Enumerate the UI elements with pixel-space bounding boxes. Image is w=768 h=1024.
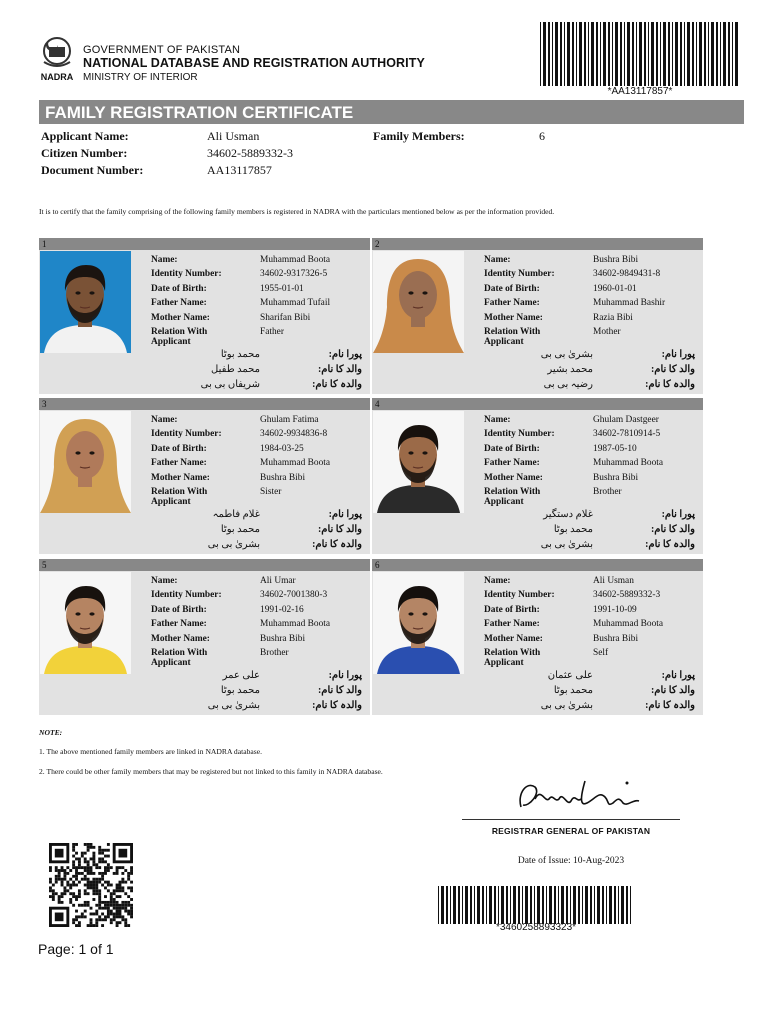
member-photo (40, 572, 131, 674)
member-urdu-mother: بشریٰ بی بی (207, 539, 260, 550)
member-urdu-father: محمد بشیر (547, 364, 593, 375)
mother-label: Mother Name: (151, 313, 210, 323)
urdu-father-label: والد کا نام: (317, 364, 362, 375)
member-urdu-mother: شریفاں بی بی (200, 379, 260, 390)
certificate-title: FAMILY REGISTRATION CERTIFICATE (39, 100, 744, 124)
identity-label: Identity Number: (484, 269, 555, 279)
member-photo-image (373, 572, 464, 674)
member-dob: 1991-10-09 (593, 605, 637, 615)
relation-label-line1: Relation With (484, 327, 541, 337)
urdu-mother-label: والدہ کا نام: (312, 379, 362, 390)
father-label: Father Name: (484, 458, 540, 468)
member-father: Muhammad Boota (260, 619, 331, 629)
member-urdu-name: علی عثمان (547, 670, 593, 681)
member-card (39, 559, 370, 713)
member-mother: Bushra Bibi (593, 634, 639, 644)
member-urdu-father: محمد بوٹا (553, 524, 593, 535)
relation-label-line1: Relation With (151, 487, 208, 497)
member-mother: Bushra Bibi (260, 473, 306, 483)
member-identity: 34602-9934836-8 (260, 429, 328, 439)
relation-label-line2: Applicant (151, 497, 191, 507)
urdu-father-label: والد کا نام: (650, 364, 695, 375)
member-relation: Father (260, 327, 284, 337)
member-relation: Self (593, 648, 609, 658)
father-label: Father Name: (151, 298, 207, 308)
member-photo-image (40, 411, 131, 513)
member-mother: Sharifan Bibi (260, 313, 311, 323)
member-photo (40, 411, 131, 513)
dob-label: Date of Birth: (484, 605, 540, 615)
dob-label: Date of Birth: (151, 444, 207, 454)
note-2: 2. There could be other family members that may be registered but not linked to this family in NADRA database. (39, 767, 383, 776)
mother-label: Mother Name: (151, 473, 210, 483)
urdu-mother-label: والدہ کا نام: (645, 539, 695, 550)
issue-date: Date of Issue: 10-Aug-2023 (517, 856, 625, 866)
father-label: Father Name: (151, 458, 207, 468)
member-father: Muhammad Tufail (260, 298, 331, 308)
father-label: Father Name: (151, 619, 207, 629)
member-identity: 34602-7001380-3 (260, 590, 328, 600)
bottom-barcode-label: *3460258893323* (495, 922, 577, 933)
member-name: Ghulam Dastgeer (593, 415, 659, 425)
document-number: AA13117857 (207, 163, 272, 177)
member-urdu-mother: بشریٰ بی بی (540, 539, 593, 550)
relation-label-line2: Applicant (484, 337, 524, 347)
mother-label: Mother Name: (484, 313, 543, 323)
logo-text: NADRA (40, 72, 74, 82)
identity-label: Identity Number: (151, 269, 222, 279)
urdu-name-label: پورا نام: (328, 670, 362, 681)
member-father: Muhammad Boota (593, 619, 664, 629)
relation-label-line2: Applicant (151, 337, 191, 347)
urdu-name-label: پورا نام: (661, 509, 695, 520)
urdu-name-label: پورا نام: (661, 349, 695, 360)
dob-label: Date of Birth: (151, 284, 207, 294)
member-card (372, 559, 703, 713)
top-barcode (538, 22, 742, 86)
member-name: Bushra Bibi (593, 255, 639, 265)
member-name: Ali Umar (260, 576, 296, 586)
urdu-mother-label: والدہ کا نام: (645, 700, 695, 711)
urdu-mother-label: والدہ کا نام: (312, 539, 362, 550)
member-mother: Bushra Bibi (260, 634, 306, 644)
page-number: Page: 1 of 1 (38, 941, 114, 957)
member-urdu-father: محمد بوٹا (220, 685, 260, 696)
member-name: Muhammad Boota (260, 255, 331, 265)
authority-line: NATIONAL DATABASE AND REGISTRATION AUTHORITY (83, 56, 425, 70)
urdu-name-label: پورا نام: (661, 670, 695, 681)
name-label: Name: (484, 415, 511, 425)
family-members-count: 6 (539, 129, 545, 143)
member-number: 4 (372, 398, 703, 410)
member-identity: 34602-5889332-3 (593, 590, 661, 600)
member-dob: 1955-01-01 (260, 284, 304, 294)
urdu-name-label: پورا نام: (328, 349, 362, 360)
note-heading: NOTE: (39, 728, 63, 737)
member-father: Muhammad Boota (260, 458, 331, 468)
top-barcode-label: *AA13117857* (607, 86, 673, 97)
citizen-number: 34602-5889332-3 (207, 146, 293, 160)
note-1: 1. The above mentioned family members are linked in NADRA database. (39, 747, 262, 756)
member-identity: 34602-9317326-5 (260, 269, 328, 279)
bottom-barcode (436, 886, 636, 924)
member-urdu-mother: بشریٰ بی بی (540, 700, 593, 711)
member-dob: 1984-03-25 (260, 444, 304, 454)
member-card (39, 238, 370, 392)
urdu-father-label: والد کا نام: (650, 685, 695, 696)
member-number: 5 (39, 559, 370, 571)
relation-label-line1: Relation With (484, 648, 541, 658)
gov-line: GOVERNMENT OF PAKISTAN (83, 44, 241, 56)
member-photo (373, 411, 464, 513)
urdu-father-label: والد کا نام: (317, 685, 362, 696)
relation-label-line1: Relation With (151, 327, 208, 337)
member-mother: Razia Bibi (593, 313, 633, 323)
member-card (39, 398, 370, 552)
ministry-line: MINISTRY OF INTERIOR (83, 72, 198, 83)
member-card (372, 238, 703, 392)
member-urdu-mother: بشریٰ بی بی (207, 700, 260, 711)
member-number: 3 (39, 398, 370, 410)
dob-label: Date of Birth: (484, 444, 540, 454)
citizen-number-label: Citizen Number: (41, 146, 128, 160)
registrar-title: REGISTRAR GENERAL OF PAKISTAN (491, 826, 651, 836)
member-dob: 1960-01-01 (593, 284, 637, 294)
member-name: Ali Usman (593, 576, 634, 586)
certification-statement: It is to certify that the family comprising of the following family members is registered in NADRA with the particulars mentioned below as per the information provided. (39, 207, 555, 216)
member-urdu-name: علی عمر (222, 670, 260, 681)
document-number-label: Document Number: (41, 163, 144, 177)
name-label: Name: (484, 576, 511, 586)
urdu-name-label: پورا نام: (328, 509, 362, 520)
relation-label-line2: Applicant (151, 658, 191, 668)
member-number: 6 (372, 559, 703, 571)
identity-label: Identity Number: (151, 590, 222, 600)
member-photo-image (40, 251, 131, 353)
member-photo (40, 251, 131, 353)
dob-label: Date of Birth: (151, 605, 207, 615)
family-members-label: Family Members: (373, 129, 465, 143)
member-relation: Sister (260, 487, 282, 497)
applicant-name-label: Applicant Name: (41, 129, 129, 143)
member-dob: 1991-02-16 (260, 605, 304, 615)
relation-label-line2: Applicant (484, 658, 524, 668)
member-number: 2 (372, 238, 703, 250)
urdu-father-label: والد کا نام: (650, 524, 695, 535)
member-dob: 1987-05-10 (593, 444, 637, 454)
mother-label: Mother Name: (484, 473, 543, 483)
identity-label: Identity Number: (484, 429, 555, 439)
relation-label-line2: Applicant (484, 497, 524, 507)
member-father: Muhammad Bashir (593, 298, 666, 308)
father-label: Father Name: (484, 298, 540, 308)
qr-code (47, 843, 135, 927)
signature-line (462, 819, 680, 820)
name-label: Name: (151, 255, 178, 265)
mother-label: Mother Name: (484, 634, 543, 644)
member-mother: Bushra Bibi (593, 473, 639, 483)
member-relation: Brother (593, 487, 622, 497)
member-urdu-name: بشریٰ بی بی (540, 349, 593, 360)
applicant-name: Ali Usman (207, 129, 260, 143)
member-photo-image (40, 572, 131, 674)
member-urdu-father: محمد بوٹا (220, 524, 260, 535)
member-identity: 34602-9849431-8 (593, 269, 661, 279)
member-name: Ghulam Fatima (260, 415, 319, 425)
name-label: Name: (151, 415, 178, 425)
member-father: Muhammad Boota (593, 458, 664, 468)
member-relation: Brother (260, 648, 289, 658)
member-urdu-name: محمد بوٹا (220, 349, 260, 360)
member-urdu-name: غلام دستگیر (543, 509, 593, 520)
member-card (372, 398, 703, 552)
identity-label: Identity Number: (151, 429, 222, 439)
urdu-mother-label: والدہ کا نام: (645, 379, 695, 390)
nadra-logo (38, 34, 76, 84)
member-urdu-father: محمد بوٹا (553, 685, 593, 696)
member-urdu-name: غلام فاطمہ (212, 509, 260, 520)
relation-label-line1: Relation With (151, 648, 208, 658)
member-urdu-mother: رضیہ بی بی (543, 379, 593, 390)
member-identity: 34602-7810914-5 (593, 429, 661, 439)
member-photo (373, 572, 464, 674)
name-label: Name: (151, 576, 178, 586)
registrar-signature (515, 773, 645, 819)
relation-label-line1: Relation With (484, 487, 541, 497)
name-label: Name: (484, 255, 511, 265)
member-photo (373, 251, 464, 353)
urdu-father-label: والد کا نام: (317, 524, 362, 535)
identity-label: Identity Number: (484, 590, 555, 600)
member-photo-image (373, 251, 464, 353)
mother-label: Mother Name: (151, 634, 210, 644)
father-label: Father Name: (484, 619, 540, 629)
dob-label: Date of Birth: (484, 284, 540, 294)
urdu-mother-label: والدہ کا نام: (312, 700, 362, 711)
member-number: 1 (39, 238, 370, 250)
member-relation: Mother (593, 327, 621, 337)
member-photo-image (373, 411, 464, 513)
member-urdu-father: محمد طفیل (211, 364, 260, 375)
